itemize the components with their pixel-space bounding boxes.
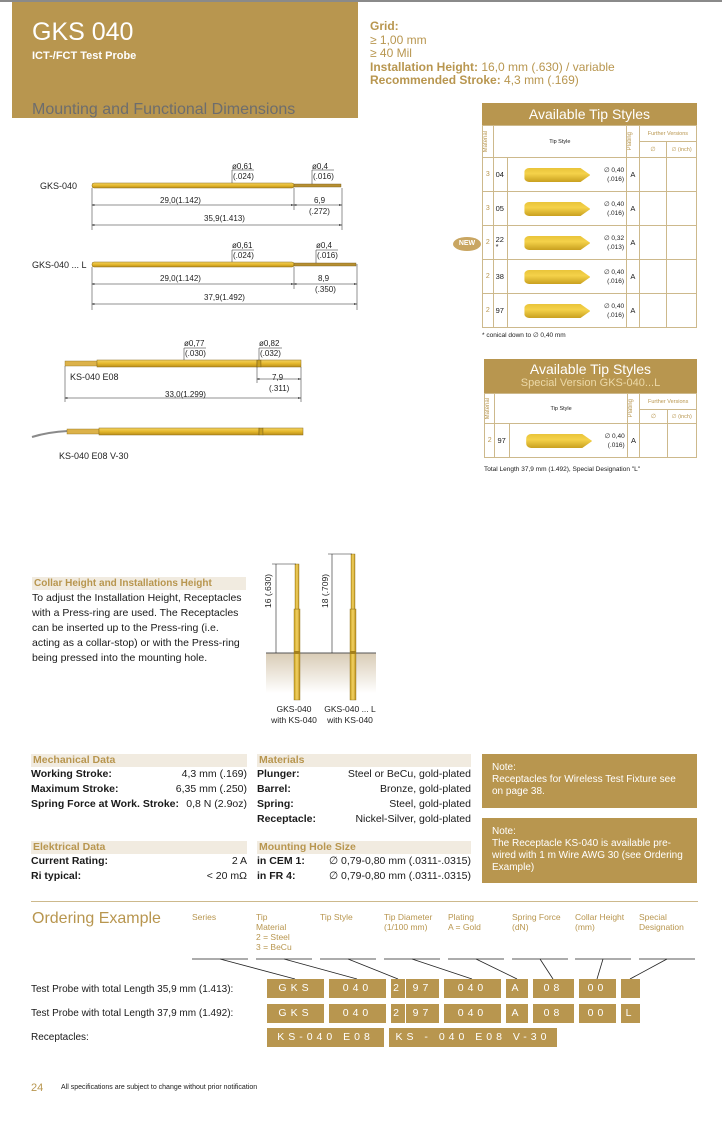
spec-summary <box>370 20 615 88</box>
probe2-d1in: (.024) <box>233 251 254 260</box>
data-key: in CEM 1: <box>257 855 305 867</box>
stroke-label: Recommended Stroke: <box>370 73 501 87</box>
tip-further-dia <box>639 260 667 294</box>
tip-code <box>493 294 508 328</box>
ordering-code-cell: A <box>506 1004 528 1023</box>
ordering-code-cell: 00 <box>579 979 616 998</box>
tip-plating: A <box>627 260 640 294</box>
data-row <box>257 812 471 827</box>
col-further: Further Versions <box>640 394 697 410</box>
tip-code-value: 04 <box>495 170 504 179</box>
special-table-title: Available Tip Styles <box>529 361 652 377</box>
tip-shape-icon <box>524 304 590 318</box>
tip-shape-icon <box>524 236 590 250</box>
data-value: Nickel-Silver, gold-plated <box>355 813 471 825</box>
probe1-l2: 6,9 <box>314 196 326 205</box>
ordering-code-cell: 08 <box>533 1004 574 1023</box>
probe2-l2: 8,9 <box>318 274 330 283</box>
probe2-plunger <box>294 263 356 266</box>
col-tip-style: Tip Style <box>493 126 626 158</box>
collar-section <box>32 577 246 666</box>
ordering-code-cell: 2 <box>391 979 405 998</box>
ordering-connector <box>540 959 553 979</box>
ordering-code-cell: 040 <box>329 979 386 998</box>
probe1-l1: 29,0 <box>160 196 176 205</box>
tip-plating: A <box>627 158 640 192</box>
data-row <box>257 854 471 869</box>
tip-code-value: 05 <box>495 204 504 213</box>
electrical-title: Elektrical Data <box>31 841 247 854</box>
probe1-barrel <box>92 183 294 188</box>
col-dia: ∅ <box>639 142 667 158</box>
col-further: Further Versions <box>639 126 696 142</box>
probe2-d1: ø0,61 <box>232 241 253 250</box>
tip-dia-in: (.016) <box>607 442 625 449</box>
ordering-code-cell: KS-040 E08 <box>267 1028 384 1047</box>
tip-plating: A <box>627 294 640 328</box>
col-plating: Plating <box>627 132 634 151</box>
tip-dia-in: (.016) <box>607 312 625 319</box>
electrical-data <box>31 841 247 884</box>
data-key: Ri typical: <box>31 870 82 882</box>
probe2-d2: ø0,4 <box>316 241 333 250</box>
grid-label: Grid: <box>370 19 399 33</box>
page-title: GKS 040 <box>32 18 134 46</box>
probe2-l1in: (1.142) <box>175 274 201 283</box>
ordering-code-cell: 2 <box>391 1004 405 1023</box>
probe1-plunger <box>294 184 341 187</box>
ordering-header: Spring Force (dN) <box>512 912 561 932</box>
data-key: Barrel: <box>257 783 291 795</box>
tip-code-value: 97 <box>497 436 506 445</box>
rec-d2: ø0,82 <box>259 339 280 348</box>
probe1-d1in: (.024) <box>233 172 254 181</box>
ordering-code-cell: 040 <box>329 1004 386 1023</box>
materials-title: Materials <box>257 754 471 767</box>
mounting-data <box>257 841 471 884</box>
tip-row <box>483 158 697 192</box>
data-value: 0,8 N (2.9oz) <box>186 798 247 810</box>
rec-d1in: (.030) <box>185 349 206 358</box>
ordering-header: Tip Style <box>320 912 353 922</box>
note-prewired <box>482 818 697 883</box>
ordering-code-cell: GKS <box>267 1004 324 1023</box>
ordering-header: Plating A = Gold <box>448 912 481 932</box>
data-key: Spring: <box>257 798 294 810</box>
data-row <box>31 869 247 884</box>
col-material: Material <box>485 397 491 420</box>
ordering-code-cell: 97 <box>406 1004 439 1023</box>
ordering-code-cell: GKS <box>267 979 324 998</box>
tip-dia: ∅ 0,32 <box>603 235 625 242</box>
tip-row <box>485 424 697 458</box>
tip-shape-icon <box>526 434 592 448</box>
ordering-row3-label: Receptacles: <box>31 1032 89 1043</box>
footer-disclaimer: All specifications are subject to change without prior notification <box>61 1084 258 1091</box>
data-key: Plunger: <box>257 768 300 780</box>
tip-further-dia-inch <box>667 226 697 260</box>
tip-dia: ∅ 0,40 <box>604 433 625 440</box>
probe2-l2in: (.350) <box>315 285 336 294</box>
tip-plating: A <box>627 424 640 458</box>
stroke-value: 4,3 mm (.169) <box>504 73 579 87</box>
ordering-code-cell <box>621 979 640 998</box>
ordering-divider <box>31 901 698 902</box>
data-key: in FR 4: <box>257 870 296 882</box>
ordering-row2-label: Test Probe with total Length 37,9 mm (1.492): <box>31 1008 234 1019</box>
grid-mil: ≥ 40 Mil <box>370 46 412 60</box>
ordering-header: Tip Material 2 = Steel 3 = BeCu <box>256 912 292 952</box>
ordering-code-cell: A <box>506 979 528 998</box>
data-value: ∅ 0,79-0,80 mm (.0311-.0315) <box>328 855 471 867</box>
tip-dia-in: (.016) <box>607 176 625 183</box>
note2-title: Note: <box>492 826 516 837</box>
rec-totalin: (1.299) <box>180 390 206 399</box>
data-value: 4,3 mm (.169) <box>181 768 247 780</box>
ordering-connector <box>220 959 295 979</box>
probe1-l1in: (1.142) <box>175 196 201 205</box>
note1-title: Note: <box>492 762 516 773</box>
ordering-code-cell: 040 <box>444 1004 501 1023</box>
materials-data <box>257 754 471 827</box>
rec-d2in: (.032) <box>260 349 281 358</box>
data-row <box>31 767 247 782</box>
ordering-header: Collar Height (mm) <box>575 912 625 932</box>
tip-code-value: 22 <box>495 235 504 244</box>
tip-row <box>483 294 697 328</box>
rec-l1in: (.311) <box>269 384 290 393</box>
collar-cap2a: GKS-040 ... L <box>324 704 376 714</box>
data-key: Spring Force at Work. Stroke: <box>31 798 179 810</box>
data-key: Working Stroke: <box>31 768 112 780</box>
data-row <box>31 782 247 797</box>
data-value: Steel or BeCu, gold-plated <box>347 768 471 780</box>
data-row <box>31 797 247 812</box>
tip-further-dia <box>639 294 667 328</box>
tip-material: 3 <box>483 158 494 192</box>
rec-d1: ø0,77 <box>184 339 205 348</box>
tip-code-star: * <box>495 242 499 251</box>
tip-material: 2 <box>485 424 495 458</box>
data-value: 2 A <box>231 855 247 867</box>
tip-code <box>495 424 510 458</box>
collar-text: To adjust the Installation Height, Receptacles with a Press-ring are used. The Receptacles can be inserted up to the Press-ring (i.e. acting as a collar-stop) or with the Press-ring being pressed into the mounting hole. <box>32 592 242 664</box>
col-dia: ∅ <box>640 410 667 424</box>
mechanical-title: Mechanical Data <box>31 754 247 767</box>
probe1-label: GKS-040 <box>40 181 78 191</box>
probe2-label: GKS-040 ... L <box>32 260 87 270</box>
data-row <box>257 767 471 782</box>
ordering-connector <box>630 959 667 979</box>
tip-further-dia <box>639 158 667 192</box>
page-subtitle: ICT-/FCT Test Probe <box>32 50 137 62</box>
collar-title: Collar Height and Installations Height <box>32 577 246 590</box>
note2-text: The Receptacle KS-040 is available pre-wired with 1 m Wire AWG 30 (see Ordering Example) <box>492 838 683 873</box>
tip-further-dia-inch <box>667 260 697 294</box>
special-table-subtitle: Special Version GKS-040...L <box>520 377 661 389</box>
install-label: Installation Height: <box>370 59 478 74</box>
data-row <box>257 797 471 812</box>
tip-dia-in: (.016) <box>607 278 625 285</box>
tip-footnote: * conical down to ∅ 0,40 mm <box>482 332 566 339</box>
data-value: ∅ 0,79-0,80 mm (.0311-.0315) <box>328 870 471 882</box>
ordering-header: Tip Diameter (1/100 mm) <box>384 912 433 932</box>
tip-code <box>493 260 508 294</box>
receptacle-wired <box>32 428 303 437</box>
ordering-title: Ordering Example <box>32 910 161 927</box>
tip-row <box>483 260 697 294</box>
tip-material: 2 <box>483 226 494 260</box>
wired-label: KS-040 E08 V-30 <box>59 451 129 461</box>
ordering-row1-label: Test Probe with total Length 35,9 mm (1.413): <box>31 984 234 995</box>
tip-code-value: 97 <box>495 306 504 315</box>
probe1-d2: ø0,4 <box>312 162 329 171</box>
probe2-totalin: (1.492) <box>219 293 245 302</box>
ordering-code-cell: 97 <box>406 979 439 998</box>
probe1-l2in: (.272) <box>309 207 330 216</box>
data-value: 6,35 mm (.250) <box>175 783 247 795</box>
tip-shape-icon <box>524 168 590 182</box>
page-number: 24 <box>31 1082 44 1094</box>
tip-further-dia-inch <box>667 294 697 328</box>
tip-row <box>483 226 697 260</box>
tip-dia: ∅ 0,40 <box>603 303 625 310</box>
tip-table-title: Available Tip Styles <box>482 103 697 125</box>
col-dia-inch: ∅ (inch) <box>667 142 697 158</box>
tip-plating: A <box>627 192 640 226</box>
col-material: Material <box>483 130 489 153</box>
tip-material: 2 <box>483 294 494 328</box>
ordering-connector <box>284 959 357 979</box>
tip-styles-table <box>482 103 697 339</box>
special-footnote: Total Length 37,9 mm (1.492), Special Designation "L" <box>484 466 641 473</box>
rec-total: 33,0 <box>165 390 181 399</box>
ordering-connector <box>348 959 398 979</box>
tip-further-dia <box>639 192 667 226</box>
tip-further-dia <box>640 424 667 458</box>
tip-dia: ∅ 0,40 <box>603 269 625 276</box>
note-wireless <box>482 754 697 808</box>
tip-code <box>493 158 508 192</box>
tip-material: 2 <box>483 260 494 294</box>
tip-further-dia-inch <box>667 424 696 458</box>
tip-dia-in: (.016) <box>607 210 625 217</box>
tip-dia-in: (.013) <box>607 244 625 251</box>
tip-further-dia <box>639 226 667 260</box>
probe2-total: 37,9 <box>204 293 220 302</box>
ordering-code-cell: 00 <box>579 1004 616 1023</box>
rec-label: KS-040 E08 <box>70 372 119 382</box>
tip-dia: ∅ 0,40 <box>603 201 625 208</box>
probe2-d2in: (.016) <box>317 251 338 260</box>
data-row <box>257 869 471 884</box>
data-row <box>257 782 471 797</box>
data-key: Maximum Stroke: <box>31 783 119 795</box>
col-tip-style: Tip Style <box>495 394 627 424</box>
probe1-total: 35,9 <box>204 214 220 223</box>
ordering-header: Series <box>192 912 217 922</box>
collar-cap1a: GKS-040 <box>276 704 312 714</box>
probe2-barrel <box>92 262 294 267</box>
ordering-code-cell: L <box>621 1004 640 1023</box>
collar-cap2b: with KS-040 <box>327 715 373 725</box>
probe1-d2in: (.016) <box>313 172 334 181</box>
collar-h2: 18 (.709) <box>320 573 330 608</box>
tip-material: 3 <box>483 192 494 226</box>
mechanical-data <box>31 754 247 812</box>
tip-code-value: 38 <box>495 272 504 281</box>
probe1-totalin: (1.413) <box>219 214 245 223</box>
tip-row <box>483 192 697 226</box>
tip-plating: A <box>627 226 640 260</box>
col-plating: Plating <box>627 399 634 418</box>
ordering-connector <box>476 959 517 979</box>
data-value: Bronze, gold-plated <box>379 783 471 795</box>
ordering-code-cell: 040 <box>444 979 501 998</box>
data-value: Steel, gold-plated <box>389 798 471 810</box>
collar-cap1b: with KS-040 <box>271 715 317 725</box>
ordering-connector <box>597 959 603 979</box>
note1-text: Receptacles for Wireless Test Fixture see on page 38. <box>492 774 676 797</box>
dimensions-title: Mounting and Functional Dimensions <box>32 101 296 118</box>
probe2-l1: 29,0 <box>160 274 176 283</box>
install-value: 16,0 mm (.630) / variable <box>481 59 615 74</box>
data-key: Receptacle: <box>257 813 316 825</box>
ordering-connector <box>412 959 472 979</box>
ordering-code-cell: 08 <box>533 979 574 998</box>
data-value: < 20 mΩ <box>206 870 247 882</box>
tip-code <box>493 226 508 260</box>
tip-styles-special-table <box>484 359 697 473</box>
tip-further-dia-inch <box>667 158 697 192</box>
tip-shape-icon <box>524 202 590 216</box>
data-row <box>31 854 247 869</box>
ordering-code-cell: KS - 040 E08 V-30 <box>389 1028 557 1047</box>
tip-code <box>493 192 508 226</box>
new-badge: NEW <box>453 237 481 251</box>
col-dia-inch: ∅ (inch) <box>667 410 696 424</box>
tip-dia: ∅ 0,40 <box>603 167 625 174</box>
ordering-header: Special Designation <box>639 912 684 932</box>
probe1-d1: ø0,61 <box>232 162 253 171</box>
mounting-title: Mounting Hole Size <box>257 841 471 854</box>
rec-l1: 7,9 <box>272 373 284 382</box>
data-key: Current Rating: <box>31 855 108 867</box>
grid-mm: ≥ 1,00 mm <box>370 32 427 47</box>
tip-further-dia-inch <box>667 192 697 226</box>
collar-h1: 16 (.630) <box>263 573 273 608</box>
tip-shape-icon <box>524 270 590 284</box>
